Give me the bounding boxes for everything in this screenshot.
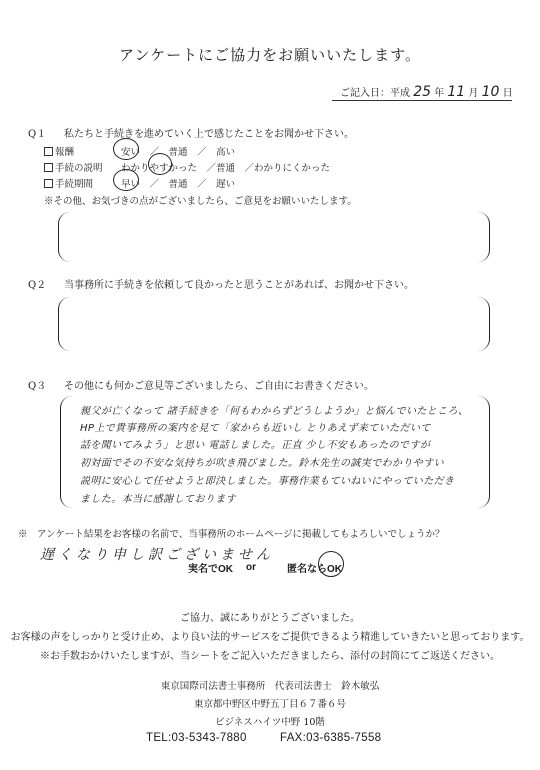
q3-comment-line: 説明に安心して任せようと即決しました。事務作業もていねいにやっていただき [80, 476, 455, 487]
option-real-name: 実名でOK [188, 564, 233, 575]
answer-circle-explanation [148, 153, 172, 175]
q1-item-period [44, 176, 235, 190]
office-tel: TEL:03-5343-7880 [146, 732, 247, 744]
office-address-1: 東京都中野区中野五丁目６７番６号 [193, 699, 346, 710]
date-year: 25 [413, 84, 432, 100]
option-or: or [246, 562, 256, 573]
checkbox-icon [44, 179, 53, 188]
answer-circle-anonymous [318, 551, 344, 577]
date-day-unit: 日 [502, 88, 513, 99]
q3-comment-line: 親父が亡くなって 諸手続きを「何もわからずどうしようか」と悩んでいたところ、 [80, 406, 469, 417]
date-day: 10 [481, 84, 500, 100]
q3-comment-line: 初対面でその不安な気持ちが吹き飛びました。鈴木先生の誠実でわかりやすい [80, 458, 444, 469]
checkbox-icon [44, 163, 53, 172]
item-name: 手続の説明 [55, 163, 103, 174]
item-options: 安い ／ 普通 ／ 高い [121, 147, 236, 158]
q1-label: Q１ [28, 129, 47, 140]
q1-item-fee [44, 144, 235, 158]
q1-question: 私たちと手続きを進めていく上で感じたことをお聞かせ下さい。 [64, 129, 354, 140]
office-name: 東京国際司法書士事務所 代表司法書士 鈴木敏弘 [160, 681, 380, 692]
q2-question: 当事務所に手続きを依頼して良かったと思うことがあれば、お聞かせ下さい。 [64, 280, 414, 291]
office-fax: FAX:03-6385-7558 [280, 732, 382, 744]
item-options: わかりやすかった ／普通 ／わかりにくかった [121, 163, 331, 174]
q2-comment-box [58, 297, 490, 351]
date-underline [332, 100, 512, 101]
q3-question: その他にも何かご意見等ございましたら、ご自由にお書きください。 [64, 381, 374, 392]
option-anonymous: 匿名ならOK [287, 564, 342, 575]
date-label: ご記入日：平成 [340, 88, 410, 99]
thanks-line-1: ご協力、誠にありがとうございました。 [180, 613, 360, 624]
handwritten-apology: 遅くなり申し訳ございません [40, 547, 274, 563]
q1-item-explanation [44, 160, 330, 174]
publish-question: ※ アンケート結果をお客様の名前で、当事務所のホームページに掲載してもよろしいでしょうか？ [18, 529, 445, 540]
date-year-unit: 年 [434, 88, 445, 99]
q2-label: Q２ [28, 280, 47, 291]
item-options: 早い ／ 普通 ／ 遅い [121, 179, 236, 190]
page-title: アンケートにご協力をお願いいたします。 [119, 46, 421, 64]
q1-comment-box [58, 212, 490, 262]
office-address-2: ビジネスハイツ中野 10階 [215, 717, 325, 728]
item-name: 手続期間 [55, 179, 94, 190]
date-month: 11 [447, 84, 466, 100]
answer-circle-period [113, 169, 139, 191]
date-month-unit: 月 [468, 88, 479, 99]
q3-label: Q３ [28, 381, 47, 392]
checkbox-icon [44, 147, 53, 156]
answer-circle-fee [113, 138, 139, 160]
q1-note: ※その他、お気づきの点がございましたら、ご意見をお願いいたします。 [44, 196, 357, 207]
thanks-line-3: ※お手数おかけいたしますが、当シートをご記入いただきましたら、添付の封筒にてご返送ください。 [40, 651, 500, 662]
thanks-line-2: お客様の声をしっかりと受け止め、より良い法的サービスをご提供できるよう精進していきたいと思っております。 [10, 632, 530, 643]
entry-date [340, 84, 513, 100]
q3-comment-line: ました。本当に感謝しております [80, 494, 236, 505]
q3-comment-line: 話を聞いてみよう」と思い 電話しました。正直 少し不安もあったのですが [80, 440, 431, 451]
item-name: 報酬 [55, 147, 75, 158]
q3-comment-line: HP上で貴事務所の案内を見て「家からも近いし とりあえず来ていただいて [80, 423, 431, 434]
